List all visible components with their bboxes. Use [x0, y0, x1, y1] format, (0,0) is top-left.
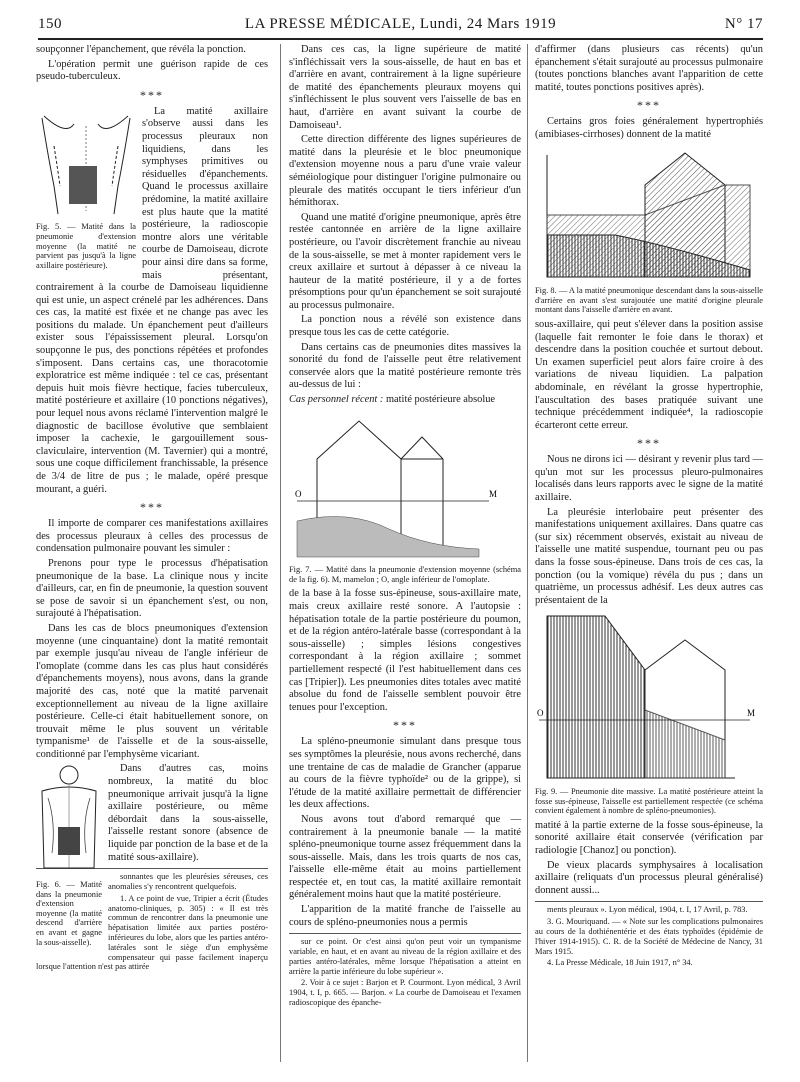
footnote: sonnantes que les pleurésies séreuses, ces anomalies s'y rencontrent quelquefois. — [108, 872, 268, 892]
paragraph: Il importe de comparer ces manifestations axillaires des processus pleuraux à celles des processus de condensation pulmonaire pouvant les simuler : — [36, 518, 268, 555]
journal-title: LA PRESSE MÉDICALE, Lundi, 24 Mars 1919 — [244, 16, 557, 32]
footnote: sur ce point. Or c'est ainsi qu'on peut voir un tympanisme variable, en haut, et en avant au niveau de la région axillaire et des parties antéro-latérales, même lorsque l'hépatisation a atteint en arrière la partie inférieure du lobe supérieur ». — [289, 937, 521, 976]
fig6-torso-drawing — [36, 763, 102, 873]
column-2 — [289, 44, 521, 1010]
case-text: matité postérieure absolue — [383, 394, 496, 406]
figure-8 — [535, 145, 763, 315]
figure-7 — [289, 409, 521, 585]
fig9-label-o: O — [537, 708, 544, 719]
fig9-label-m: M — [747, 708, 756, 719]
column-rule-1 — [280, 44, 281, 1062]
paragraph: Nous ne dirons ici — désirant y revenir plus tard — qu'un mot sur les processus pleuro-pulmonaires localisés dans leurs rapports avec le signe de la matité axillaire. — [535, 454, 763, 504]
header-rule — [38, 38, 763, 40]
paragraph: L'apparition de la matité franche de l'aisselle au cours de spléno-pneumonies nous a permis — [289, 904, 521, 928]
column-rule-2 — [527, 44, 528, 1062]
fig7-dullness-zone — [297, 516, 479, 557]
figure-5 — [36, 106, 136, 275]
paragraph: matité à la partie externe de la fosse sous-épineuse, la sonorité axillaire était conservée (vérification par radiologie [Chanoz] ou ponction). — [535, 819, 763, 856]
footnote-2: 2. Voir à ce sujet : Barjon et P. Courmont. Lyon médical, 3 Avril 1904, t. I, p. 665. — Barjon. « La courbe de Damoiseau et l'examen radioscopique des épanche- — [289, 978, 521, 1008]
fig7-schema — [289, 409, 521, 559]
figure-8-caption: Fig. 8. — A la matité pneumonique descendant dans la sous-aisselle d'arrière en avant s'est surajoutée une matité d'origine pleurale montant dans l'aisselle d'arrière en avant. — [535, 286, 763, 315]
footnote-rule — [289, 933, 521, 934]
paragraph — [289, 394, 521, 407]
figure-9-caption: Fig. 9. — Pneumonie dite massive. La matité postérieure atteint la fosse sus-épineuse, l'aisselle est partiellement respectée (ce schéma convient également à nombre de spléno-pneumonies). — [535, 787, 763, 816]
column-3 — [535, 44, 763, 970]
footnote-1: 1. A ce point de vue, Tripier a écrit (Études anatomo-cliniques, p. 305) : « Il est très commun de rencontrer dans la pneumonie une hépatisation limitée aux parties postéro-inférieures du lobe, alors que les parties antéro-latérales sont le siège d'un emphysème compensateur qui passe facilement inaperçu lorsque l'attention n'est pas attirée — [36, 893, 268, 972]
paragraph: La matité axillaire s'observe aussi dans les processus pleuraux non liquidiens, dans les symphyses primitives ou résiduelles d'épanchements. Quand le processus axillaire prédomine, la matité axillaire est plus haute que la matité postérieure, la radioscopie montre alors une véritable courbe de Damoiseau, dicrote pour ainsi dire dans sa forme, mais présentant, contrairement à la courbe de Damoiseau liquidienne qui est unie, un aspect crénelé par les adhérences. Dans ces cas, la matité est fixée et ne change pas avec les positions du malade. Un épanchement peut d'ailleurs exister sous l'épaississement pleural. Lorsqu'on soupçonne le pus, des ponctions répétées et profondes s'imposent. Dans certains cas, une thoracotomie exploratrice est même indiquée : tel ce cas, présentant depuis huit mois fièvre hectique, facies tuberculeux, matité postérieure et axillaire (10 ponctions négatives), pour lequel nous avons réclamé l'intervention malgré le diagnostic de bacillose évolutive que semblaient imposer la cachexie, le gargouillement sous-claviculaire, intervention (M. Tavernier) qui a montré, sous une coque difficilement franchissable, la présence de 3/4 de litre de pus ; le malade, opéré presque mourant, a guéri. — [36, 105, 268, 495]
fig9-dullness-zone — [547, 616, 645, 778]
paragraph: Dans les cas de blocs pneumoniques d'extension moyenne (une cinquantaine) dont la matité remontait par exemple jusqu'au niveau de l'angle inférieur de l'omoplate (comme dans les cas plus haut considérés d'épanchements moyens), nous avons, dans la grande majorité des cas, noté que la matité parvenait exceptionnellement au niveau de la ligne axillaire postérieure. Celle-ci était habituellement sonore, on trouvait même le plus souvent un véritable tympanisme¹ de l'aisselle et de la sous-aisselle, conditionné par l'emphysème vicariant. — [36, 622, 268, 760]
figure-7-caption: Fig. 7. — Matité dans la pneumonie d'extension moyenne (schéma de la fig. 6). M, mamelon ; O, angle inférieur de l'omoplate. — [289, 565, 521, 584]
page-number: 150 — [38, 16, 62, 32]
paragraph: Dans certains cas de pneumonies dites massives la sonorité du fond de l'aisselle peut être relativement conservée alors que la matité postérieure remonte très au-dessus de lui : — [289, 341, 521, 391]
fig8-schema — [535, 145, 763, 280]
paragraph: soupçonner l'épanchement, que révéla la ponction. — [36, 44, 246, 55]
fig5-dullness-zone — [69, 166, 97, 204]
paragraph: Nous avons tout d'abord remarqué que — contrairement à la pneumonie banale — la matité spléno-pneumonique tourne assez fréquemment dans la sous-aisselle. Mais, dans les trois quarts de nos cas, l'aisselle elle-même était au moins partiellement respectée et, en tout cas, la matité axillaire remontait généralement moins haut que la matité postérieure. — [289, 813, 521, 901]
column-1 — [36, 44, 268, 974]
paragraph: Quand une matité d'origine pneumonique, après être restée cantonnée en arrière de la ligne axillaire postérieure, ou l'avoir discrètement franchie au niveau de la sous-aisselle, se met à monter rapidement vers le creux axillaire et surtout à dépasser à ce niveau la hauteur de la matité postérieure, il y a de fortes présomptions pour qu'un épanchement se soit surajouté au processus pulmonaire. — [289, 211, 521, 311]
fig9-schema — [535, 610, 763, 780]
footnote-3: 3. G. Mouriquand. — « Note sur les complications pulmonaires au cours de la dothiénentérie et des états typhoïdes (épidémie de l'hiver 1914-1915). C. R. de la Société de Médecine de Nancy, 31 Mars 1915. — [535, 917, 763, 956]
section-stars: *** — [140, 87, 164, 102]
fig7-label-m: M — [489, 488, 498, 499]
figure-9 — [535, 610, 763, 815]
section-stars: *** — [637, 436, 661, 451]
paragraph: d'affirmer (dans plusieurs cas récents) qu'un épanchement s'était surajouté au processus pulmonaire (toutes ponctions blanches avant l'apparition de cette matité, toutes ponctions positives après). — [535, 44, 763, 93]
paragraph: sous-axillaire, qui peut s'élever dans la position assise (laquelle fait remonter le foie dans le thorax) et descendre dans la position couchée et surtout debout. Un examen superficiel peut alors faire croire à des variations de niveau liquidien. La palpation abdominale, en révélant la grosse hypertrophie, l'auscultation des bases pratiquée suivant une technique précédemment indiquée⁴, la radioscopie écarteront cette erreur. — [535, 318, 763, 431]
paragraph: Certains gros foies généralement hypertrophiés (amibiases-cirrhoses) donnent de la matité — [535, 116, 763, 140]
footnote-rule — [535, 901, 763, 902]
case-label: Cas personnel récent : — [289, 394, 384, 406]
paragraph: La pleurésie interlobaire peut présenter des manifestations uniquement axillaires. Dans quatre cas (sur six) récemment observés, existait au niveau de l'aisselle une matité suspendue, tournant peu ou pas dans la fosse sous-épineuse. Dans trois de ces cas, la ponction (ou la vomique) révéla du pus ; dans un quatrième, un processus adhésif. Les deux autres cas présentaient de la — [535, 506, 763, 606]
paragraph: de la base à la fosse sus-épineuse, sous-axillaire mate, mais creux axillaire resté sonore. A l'autopsie : hépatisation totale de la partie postérieure du poumon, et de la région antéro-latérale basse (correspondant à la sous-aisselle) ; simples lésions congestives correspondant à la région axillaire ; sommet partiellement respecté (il l'est habituellement dans ces cas [Tripier]). Les pneumonies dites totales avec matité absolue du fond de l'aisselle semblent pouvoir être tenues pour l'exception. — [289, 588, 521, 713]
fig5-torso-drawing — [36, 106, 136, 216]
paragraph: Cette direction différente des lignes supérieures de matité dans la pleurésie et le bloc pneumonique d'extension moyenne nous a paru d'une vraie valeur séméiologique pour distinguer l'origine pulmonaire ou pleurale des matités occupant le tiers inférieur d'un hémithorax. — [289, 134, 521, 209]
figure-5-caption: Fig. 5. — Matité dans la pneumonie d'extension moyenne (la matité ne parvient pas jusqu'à la ligne axillaire postérieure). — [36, 222, 136, 270]
paragraph: L'opération permit une guérison rapide de ces pseudo-tuberculeux. — [36, 58, 268, 83]
section-stars: *** — [393, 718, 417, 733]
paragraph: Dans ces cas, la ligne supérieure de matité s'infléchissait vers la sous-aisselle, de haut en bas et d'arrière en avant, contrairement à la ligne supérieure de matité des épanchements pleuraux moyens qui s'infléchissent le plus souvent vers l'aisselle de bas en haut, d'arrière en avant suivant la courbe de Damoiseau¹. — [289, 44, 521, 131]
paragraph: De vieux placards symphysaires à localisation axillaire (reliquats d'un processus pleural généralisé) donnent aussi... — [535, 859, 763, 896]
issue-number: N° 17 — [724, 16, 763, 32]
figure-6 — [36, 763, 102, 951]
paragraph: La spléno-pneumonie simulant dans presque tous ses symptômes la pleurésie, nous avons recherché, dans une trentaine de cas de maladie de Grancher (apparue au cours de la fièvre typhoïde² ou de la grippe), si l'étude de la matité axillaire permettait de différencier les deux affections. — [289, 736, 521, 811]
footnote: ments pleuraux ». Lyon médical, 1904, t. I, 17 Avril, p. 783. — [547, 905, 748, 915]
figure-6-caption: Fig. 6. — Matité dans la pneumonie d'extension moyenne (la matité descend d'arrière en avant et gagne la sous-aisselle). — [36, 880, 102, 947]
paragraph: Prenons pour type le processus d'hépatisation pneumonique de la base. La clinique nous y incite d'ailleurs, car, en fin de pneumonie, la question souvent se pose de savoir si un épanchement s'est, ou non, surajouté à l'hépatisation. — [36, 557, 268, 620]
fig6-dullness-zone — [58, 827, 80, 855]
paragraph: Dans d'autres cas, moins nombreux, la matité du bloc pneumonique arrivait jusqu'à la ligne axillaire postérieure, ou même débordait dans la sous-aisselle, l'aisselle restant sonore (absence de liquide par ponction de la base et de la matité sous-axillaire). — [108, 763, 268, 863]
footnote-4: 4. La Presse Médicale, 18 Juin 1917, n° 34. — [547, 958, 693, 968]
section-stars: *** — [140, 500, 164, 515]
fig7-label-o: O — [295, 488, 302, 499]
paragraph: La ponction nous a révélé son existence dans presque tous les cas de cette catégorie. — [289, 314, 521, 339]
page-header — [38, 14, 763, 38]
section-stars: *** — [637, 98, 661, 113]
